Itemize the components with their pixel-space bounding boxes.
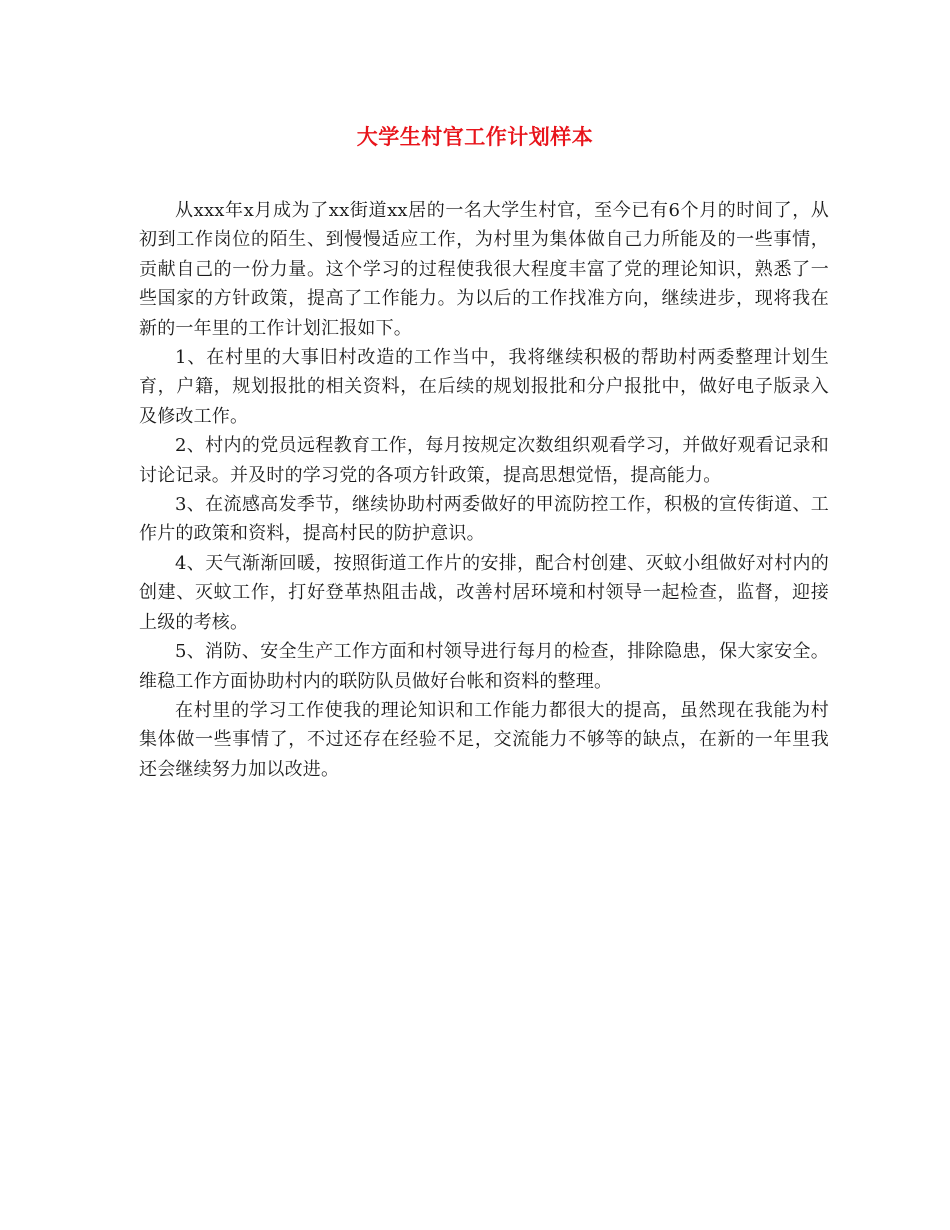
paragraph-item-2: 2、村内的党员远程教育工作，每月按规定次数组织观看学习，并做好观看记录和讨论记录。并及时的学习党的各项方针政策，提高思想觉悟，提高能力。 bbox=[139, 435, 829, 486]
paragraph-item-5: 5、消防、安全生产工作方面和村领导进行每月的检查，排除隐患，保大家安全。维稳工作方面协助村内的联防队员做好台帐和资料的整理。 bbox=[139, 641, 829, 692]
paragraph-item-3: 3、在流感高发季节，继续协助村两委做好的甲流防控工作，积极的宣传街道、工作片的政策和资料，提高村民的防护意识。 bbox=[139, 494, 829, 545]
document-body bbox=[139, 196, 829, 784]
document-title: 大学生村官工作计划样本 bbox=[356, 124, 594, 149]
paragraph-conclusion: 在村里的学习工作使我的理论知识和工作能力都很大的提高，虽然现在我能为村集体做一些事情了，不过还存在经验不足，交流能力不够等的缺点，在新的一年里我还会继续努力加以改进。 bbox=[139, 699, 829, 780]
paragraph-item-4: 4、天气渐渐回暖，按照街道工作片的安排，配合村创建、灭蚊小组做好对村内的创建、灭蚊工作，打好登革热阻击战，改善村居环境和村领导一起检查，监督，迎接上级的考核。 bbox=[139, 552, 829, 633]
paragraph-intro: 从xxx年x月成为了xx街道xx居的一名大学生村官，至今已有6个月的时间了，从初到工作岗位的陌生、到慢慢适应工作，为村里为集体做自己力所能及的一些事情，贡献自己的一份力量。这个学习的过程使我很大程度丰富了党的理论知识，熟悉了一些国家的方针政策，提高了工作能力。为以后的工作找准方向，继续进步，现将我在新的一年里的工作计划汇报如下。 bbox=[139, 200, 829, 339]
paragraph-item-1: 1、在村里的大事旧村改造的工作当中，我将继续积极的帮助村两委整理计划生育，户籍，规划报批的相关资料，在后续的规划报批和分户报批中，做好电子版录入及修改工作。 bbox=[139, 347, 829, 427]
